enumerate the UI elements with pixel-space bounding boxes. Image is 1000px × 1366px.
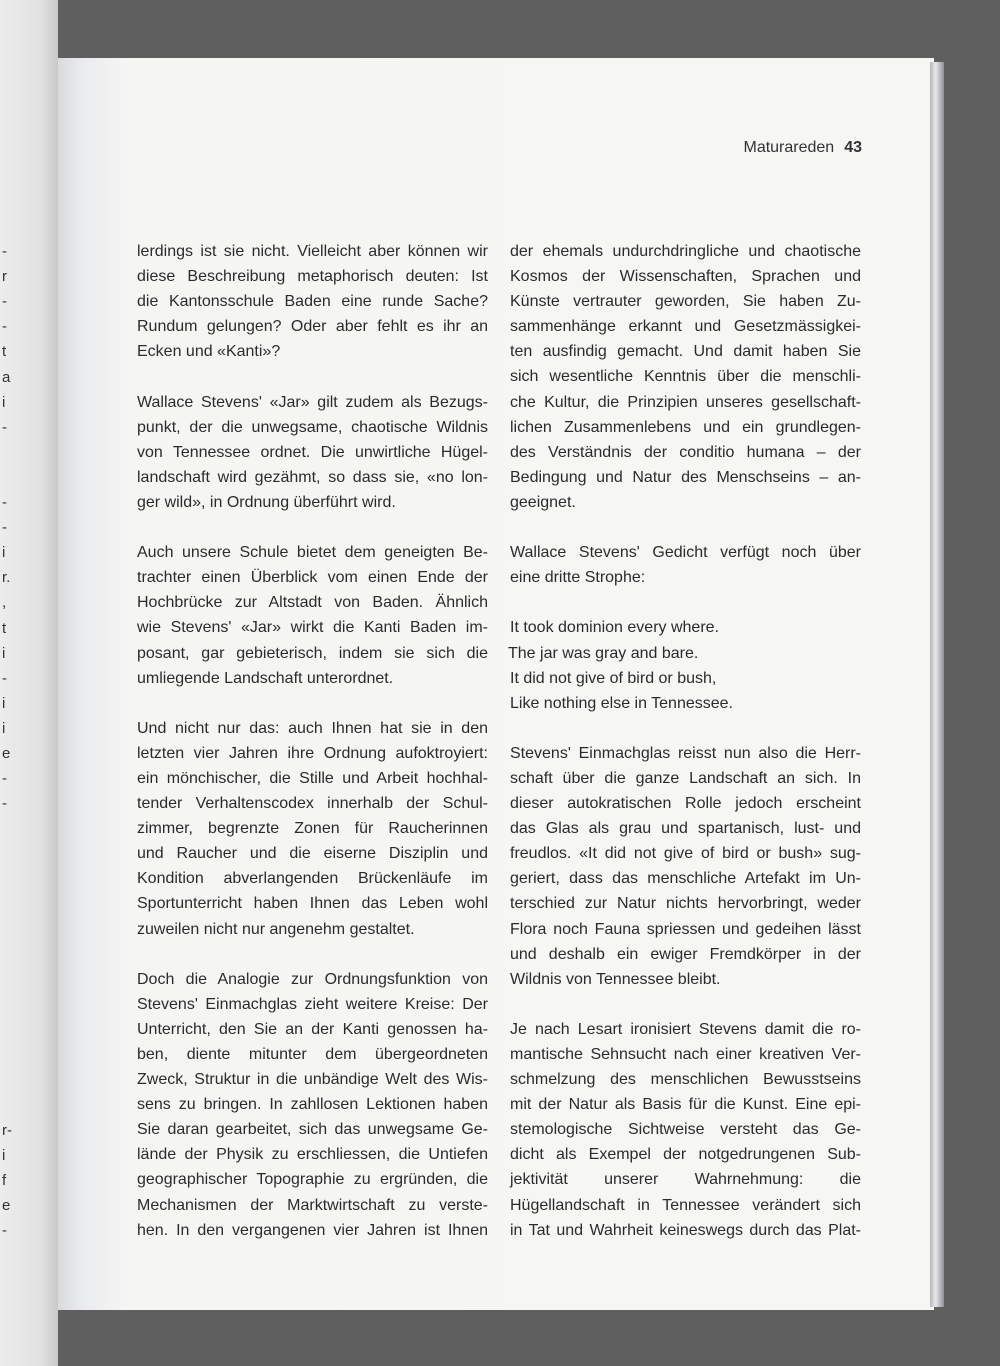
text-line: von Tennessee ordnet. Die unwirtliche Hügel- xyxy=(137,443,488,461)
text-line: geriert, dass das menschliche Artefakt im Un- xyxy=(510,870,861,888)
text-line: dieser autokratischen Rolle jedoch erscheint xyxy=(510,795,861,813)
page-number: 43 xyxy=(844,139,862,156)
left-page-text-fragment: i xyxy=(2,694,6,712)
text-line: ein mönchischer, die Stille und Arbeit hochhal- xyxy=(137,769,488,787)
text-line: wie Stevens' «Jar» wirkt die Kanti Baden im- xyxy=(137,619,488,637)
text-line: freudlos. «It did not give of bird or bush» sug- xyxy=(510,845,861,863)
left-page-text-fragment: - xyxy=(2,318,7,336)
paragraph xyxy=(137,716,488,942)
text-line: zimmer, begrenzte Zonen für Raucherinnen xyxy=(137,820,488,838)
left-page-text-fragment: - xyxy=(2,519,7,537)
text-line: in Tat und Wahrheit keineswegs durch das Plat- xyxy=(510,1221,861,1239)
text-line: Flora noch Fauna spriessen und gedeihen lässt xyxy=(510,920,861,938)
left-page-text-fragment: i xyxy=(2,719,6,737)
text-line: Unterricht, den Sie an der Kanti genossen ha- xyxy=(137,1020,488,1038)
text-line: lichen Zusammenlebens und ein grundlegen- xyxy=(510,418,861,436)
left-page-text-fragment: - xyxy=(2,770,7,788)
paragraph xyxy=(510,239,861,515)
text-line: des Verständnis der conditio humana – der xyxy=(510,443,861,461)
left-page-text-fragment: - xyxy=(2,1221,7,1239)
text-line: Doch die Analogie zur Ordnungsfunktion von xyxy=(137,970,488,988)
left-page-text-fragment: t xyxy=(2,619,7,637)
text-line: sammenhänge erkannt und Gesetzmässigkei- xyxy=(510,318,861,336)
text-line: posant, gar gebieterisch, indem sie sich die xyxy=(137,644,488,662)
left-page-text-fragment: - xyxy=(2,293,7,311)
paragraph xyxy=(510,1017,861,1243)
text-line: hen. In den vergangenen vier Jahren ist Ihnen xyxy=(137,1221,488,1239)
text-line: schaft über die ganze Landschaft an sich. In xyxy=(510,769,861,787)
verse-line: The jar was gray and bare. xyxy=(508,644,699,662)
left-page-text-fragment: - xyxy=(2,669,7,687)
text-line: Stevens' Einmachglas zieht weitere Kreise: Der xyxy=(137,995,488,1013)
text-line: geographischer Topographie zu ergründen, die xyxy=(137,1171,488,1189)
text-line: lände der Physik zu erschliessen, die Untiefen xyxy=(137,1146,488,1164)
verse-line: It did not give of bird or bush, xyxy=(510,669,717,687)
text-line: Mechanismen der Marktwirtschaft zu verste- xyxy=(137,1196,488,1214)
left-page-text-fragment: i xyxy=(2,644,6,662)
text-line: trachter einen Überblick vom einen Ende der xyxy=(137,569,488,587)
text-line: schmelzung des menschlichen Bewusstseins xyxy=(510,1071,861,1089)
left-page-text-fragment: r xyxy=(2,268,7,286)
paragraph xyxy=(137,239,488,364)
left-page-text-fragment: e xyxy=(2,745,11,762)
text-line: eine dritte Strophe: xyxy=(510,569,646,587)
left-page-text-fragment: r- xyxy=(2,1121,12,1139)
left-page-text-fragment: i xyxy=(2,544,6,562)
text-line: dicht als Exempel der notgedrungenen Sub- xyxy=(510,1146,861,1164)
page-edge xyxy=(930,62,944,1307)
left-page-text-fragment: r. xyxy=(2,569,11,587)
text-line: mit der Natur als Basis für die Kunst. Eine epi- xyxy=(510,1096,861,1114)
text-line: Wallace Stevens' «Jar» gilt zudem als Bezugs- xyxy=(137,393,488,411)
left-page-text-fragment: - xyxy=(2,494,7,511)
left-page-text-fragment: a xyxy=(2,368,11,386)
text-line: Bedingung und Natur des Menschseins – an- xyxy=(510,468,861,486)
text-line: punkt, der die unwegsame, chaotische Wildnis xyxy=(137,418,488,436)
left-page-text-fragment: i xyxy=(2,1146,6,1164)
text-line: letzten vier Jahren ihre Ordnung aufoktroyiert: xyxy=(137,744,488,762)
text-column-left xyxy=(137,239,488,1268)
text-line: Und nicht nur das: auch Ihnen hat sie in den xyxy=(137,719,488,737)
text-line: umliegende Landschaft unterordnet. xyxy=(137,669,394,687)
section-title: Maturareden xyxy=(743,139,835,156)
left-page-text-fragment: i xyxy=(2,393,6,411)
text-column-right xyxy=(510,239,861,1268)
left-page-text-fragment: f xyxy=(2,1171,7,1189)
verse-line: It took dominion every where. xyxy=(510,619,719,637)
text-line: geeignet. xyxy=(510,493,576,511)
text-line: Je nach Lesart ironisiert Stevens damit die ro- xyxy=(510,1020,861,1038)
running-header xyxy=(743,139,862,157)
text-line: Hügellandschaft in Tennessee verändert sich xyxy=(510,1196,861,1214)
facing-left-page xyxy=(0,0,58,1366)
text-line: landschaft wird gezähmt, so dass sie, «no lon- xyxy=(137,468,488,486)
text-line: Stevens' Einmachglas reisst nun also die Herr- xyxy=(510,744,861,762)
text-line: das Glas als grau und spartanisch, lust- und xyxy=(510,820,861,838)
text-line: diese Beschreibung metaphorisch deuten: Ist xyxy=(137,268,488,286)
text-line: Auch unsere Schule bietet dem geneigten Be- xyxy=(137,544,488,562)
text-line: lerdings ist sie nicht. Vielleicht aber können wir xyxy=(137,243,488,260)
left-page-text-fragment: e xyxy=(2,1196,11,1214)
text-line: zuweilen nicht nur angenehm gestaltet. xyxy=(137,920,415,938)
text-line: Ecken und «Kanti»? xyxy=(137,343,281,361)
text-line: jektivität unserer Wahrnehmung: die xyxy=(510,1171,861,1189)
left-page-text-fragment: - xyxy=(2,795,7,813)
text-line: Kondition abverlangenden Brückenläufe im xyxy=(137,870,488,888)
text-line: und Raucher und die eiserne Disziplin und xyxy=(137,845,488,863)
text-line: sens zu bringen. In zahllosen Lektionen haben xyxy=(137,1096,488,1114)
text-line: tender Verhaltenscodex innerhalb der Schul- xyxy=(137,795,488,813)
text-line: terschied zur Natur nichts hervorbringt, weder xyxy=(510,895,861,913)
poem-stanza xyxy=(510,615,861,715)
left-page-text-fragment: - xyxy=(2,418,7,436)
left-page-text-fragment: - xyxy=(2,243,7,260)
text-line: Rundum gelungen? Oder aber fehlt es ihr an xyxy=(137,318,488,336)
text-line: Wildnis von Tennessee bleibt. xyxy=(510,970,721,988)
text-line: der ehemals undurchdringliche und chaotische xyxy=(510,243,861,260)
text-line: die Kantonsschule Baden eine runde Sache? xyxy=(137,293,488,311)
text-line: che Kultur, die Prinzipien unseres gesellschaft- xyxy=(510,393,861,411)
text-line: Zweck, Struktur in die unbändige Welt des Wis- xyxy=(137,1071,488,1089)
text-line: Hochbrücke zur Altstadt von Baden. Ähnlich xyxy=(137,594,488,612)
text-line: ger wild», in Ordnung überführt wird. xyxy=(137,493,396,511)
text-line: ten ausfindig gemacht. Und damit haben Sie xyxy=(510,343,861,361)
left-page-text-fragment: t xyxy=(2,343,7,361)
verse-line: Like nothing else in Tennessee. xyxy=(510,694,733,712)
paragraph xyxy=(510,741,861,992)
text-line: ben, diente mitunter dem übergeordneten xyxy=(137,1046,488,1063)
paragraph xyxy=(137,967,488,1243)
text-line: sich wesentliche Kenntnis über die menschli- xyxy=(510,368,861,386)
text-line: mantische Sehnsucht nach einer kreativen Ver- xyxy=(510,1046,861,1063)
text-line: Sie daran gearbeitet, sich das unwegsame Ge- xyxy=(137,1121,488,1139)
text-line: Wallace Stevens' Gedicht verfügt noch über xyxy=(510,544,861,562)
text-line: Sportunterricht haben Ihnen das Leben wohl xyxy=(137,895,488,913)
text-line: Kosmos der Wissenschaften, Sprachen und xyxy=(510,268,861,286)
text-line: Künste vertrauter geworden, Sie haben Zu- xyxy=(510,293,861,311)
paragraph xyxy=(510,540,861,590)
text-line: und deshalb ein ewiger Fremdkörper in der xyxy=(510,945,861,963)
paragraph xyxy=(137,540,488,691)
paragraph xyxy=(137,390,488,515)
left-page-text-fragment: , xyxy=(2,594,7,612)
text-line: stemologische Sichtweise versteht das Ge- xyxy=(510,1121,861,1139)
